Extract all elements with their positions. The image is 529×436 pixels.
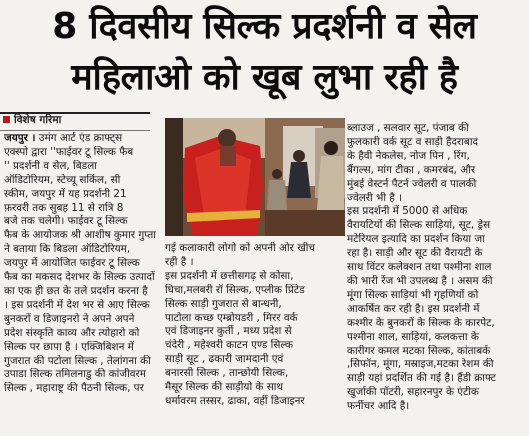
- text-line: कश्मीर के बुनकरों के सिल्क के कारपेट,: [347, 316, 495, 329]
- text-line: आकर्षित कर रही है। इस प्रदर्शनी में: [347, 302, 480, 315]
- text-line: फर्नीचर आदि है।: [347, 400, 410, 413]
- text-line: बुनकरों व डिजाइनरो ने अपने अपने: [4, 312, 135, 325]
- text-line: । इस प्रदर्शनी में देश भर से आए सिल्क: [4, 298, 150, 311]
- text-line: सिल्क पर छापा है । एक्जिबिशन में: [4, 340, 134, 353]
- text-line: एवं डिजाइनर कुर्ती , मध्य प्रदेश से: [165, 325, 292, 338]
- dateline: जयपुर ।: [4, 132, 36, 144]
- text-line: मटेरियल इत्यादि का प्रदर्शन किया जा: [347, 233, 485, 246]
- text-line: रही है ।: [165, 255, 194, 268]
- text-line: सिल्क साड़ी गुजरात से बान्धनी,: [165, 297, 282, 310]
- text-line: की भारी रेंज भी उपलब्ध है । असम की: [347, 274, 493, 287]
- text-line: ऑडिटोरियम, स्टेच्यू सर्किल, सी: [4, 173, 121, 186]
- article-column-2: [165, 242, 341, 409]
- text-line: जयपुर में आयोजित फाईवर टू सिल्क: [4, 257, 140, 270]
- text-line: प्रदेश संस्कृति काव्य और त्योहारो को: [4, 326, 140, 339]
- exhibition-photo: [165, 118, 345, 236]
- text-line: बैंगल्स, मांग टीका , कमरबंद, और: [347, 163, 476, 176]
- text-line: फैब के आयोजक श्री आशीष कुमार गुप्ता: [4, 229, 156, 242]
- text-line: बनारसी सिल्क , तान्छोयी सिल्क,: [165, 367, 289, 380]
- photo-illustration: [165, 118, 345, 236]
- text-line: एक्स्पो द्वारा ''फाईवर टू सिल्क फैब: [4, 145, 134, 158]
- text-line: फुलकारी वर्क सूट व साड़ी हैदराबाद: [347, 135, 479, 148]
- text-line: बजे तक चलेगी। फाईवर टू सिल्क: [4, 215, 128, 228]
- article-column-1: [4, 132, 159, 396]
- text-line: पश्मीना शाल, साड़ियां, कलकत्ता के: [347, 330, 479, 343]
- headline-line-2: महिलाओ को खूब लुभा रही है: [71, 57, 458, 98]
- text-line: मूंगा सिल्क साड़ियां भी गृहणियों को: [347, 288, 479, 301]
- text-line: ,सिफॉन, मूंगा, मस्राइज,मटका रेशम की: [347, 358, 494, 371]
- text-line: सिल्क , महाराष्ट्र की पैठनी सिल्क, पर: [4, 382, 144, 395]
- text-line: गई कलाकारी लोगो को अपनी ओर खीच: [165, 242, 316, 254]
- text-line: के हैवी नेकलेस, नोज पिन , रिंग,: [347, 149, 470, 162]
- text-line: फैब का मकसद देशभर के सिल्क उत्पादों: [4, 271, 155, 284]
- text-line: ने बताया कि बिडला ऑडिटोरियम,: [4, 243, 131, 256]
- text-line: साथ विंटर कलेक्शन तथा पश्मीना शाल: [347, 261, 492, 274]
- text-line: का एक ही छत के तले प्रदर्शन करना है: [4, 284, 148, 297]
- headline-line-1: 8 दिवसीय सिल्क प्रदर्शनी व सेल: [52, 6, 477, 47]
- text-line: मुंबई वेस्टर्न पैटर्न ज्वेलरी व पालकी: [347, 177, 477, 190]
- text-line: पाटोला कच्छ एम्ब्रोयडरी , मिरर वर्क: [165, 311, 298, 324]
- byline-marker: [3, 116, 10, 123]
- text-line: कारीगर कमल मटका सिल्क, कांताबर्क: [347, 344, 491, 357]
- text-line: रहा है। साड़ी और सूट की वैरायटी के: [347, 247, 483, 260]
- text-line: इस प्रदर्शनी में 5000 से अधिक: [347, 205, 468, 218]
- text-line: '' प्रदर्शनी व सेल, बिडला: [4, 159, 97, 172]
- text-line: मैसूर सिल्क की साड़ीयो के साथ: [165, 381, 284, 394]
- text-line: साड़ी सूट , ढकारी जामदानी एवं: [165, 353, 284, 366]
- text-line: गुजरात की पटोला सिल्क , तेलांगना की: [4, 354, 151, 367]
- text-line: साड़ी यहां प्रदर्शित की गई है। हैंडी क्राफ्ट: [347, 372, 496, 385]
- text-line: इस प्रदर्शनी में छत्तीसगढ़ से कोसा,: [165, 269, 294, 282]
- text-line: जयपुर । उमंग आर्ट एंड क्राफ्ट्स: [4, 132, 123, 144]
- text-line: स्कीम, जयपुर में यह प्रदर्शनी 21: [4, 187, 127, 200]
- text-line: वैरायटियों की सिल्क साड़ियां, सूट, ड्रेस: [347, 219, 491, 232]
- text-line: घिचा,मलबरी रॉ सिल्क, एप्लीक प्रिंटेड: [165, 283, 305, 296]
- text-line: खुर्जाकी पॉटरी, सहारनपुर के एंटीक: [347, 386, 479, 399]
- byline: विशेष गरिमा: [14, 114, 62, 126]
- text-line: चंदेरी , महेश्वरी काटन एण्ड सिल्क: [165, 339, 294, 352]
- text-line: ज्वेलरी भी है ।: [347, 191, 403, 204]
- text-line: उपाडा सिल्क तमिलनाडु की कांजीवरम: [4, 368, 147, 381]
- text-line: धर्मावरम तस्सर, ढाका, वहीं डिजाइनर: [165, 394, 305, 407]
- text-line: फ़रवरी तक सुबह 11 से रात्रि 8: [4, 201, 124, 214]
- article-column-3: [347, 122, 525, 414]
- text-line: ब्लाउज , सलवार सूट, पंजाब की: [347, 122, 469, 134]
